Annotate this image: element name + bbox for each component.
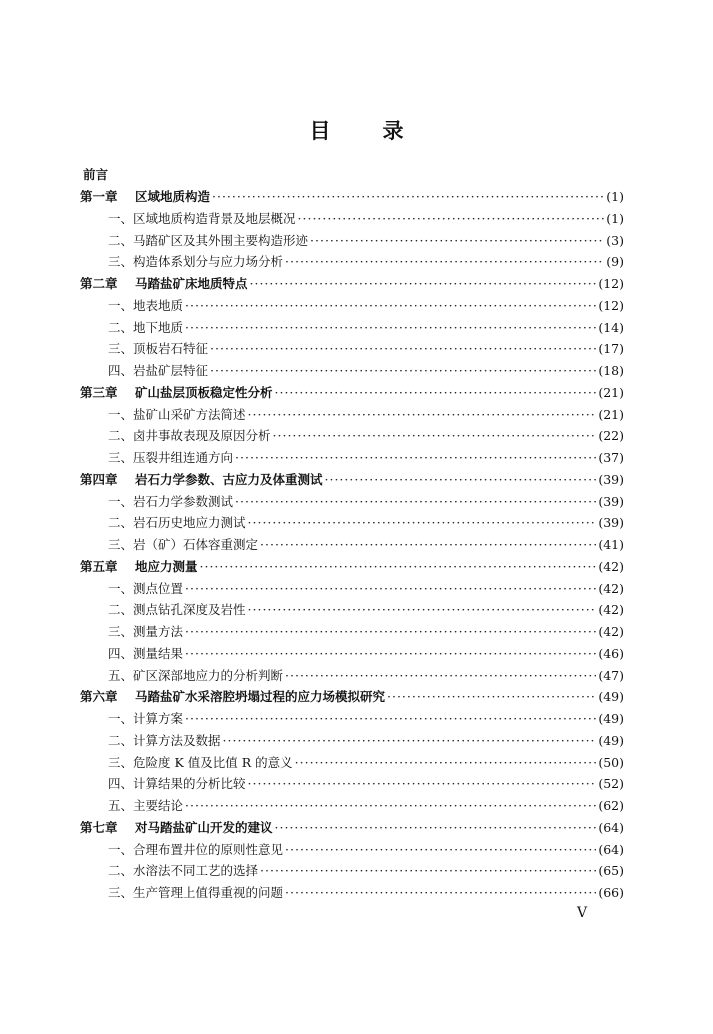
toc-dot-leader: [210, 338, 596, 360]
toc-entry-label: [80, 491, 233, 513]
table-of-contents: [80, 186, 624, 904]
toc-page-number: (66): [598, 885, 624, 900]
toc-section-title: 测量结果: [133, 645, 184, 661]
toc-dot-leader: [248, 404, 597, 426]
toc-section-number: 一、: [108, 297, 134, 313]
toc-entry-label: [80, 512, 246, 534]
toc-chapter-title: 区域地质构造: [135, 189, 211, 204]
toc-entry-label: [80, 578, 183, 600]
toc-section-number: 二、: [108, 428, 134, 444]
toc-chapter-row: [80, 273, 624, 295]
toc-section-title: 测点钻孔深度及岩性: [133, 602, 246, 618]
toc-entry-label: [80, 469, 323, 491]
toc-dot-leader: [248, 599, 597, 621]
toc-section-title: 矿区深部地应力的分析判断: [133, 667, 284, 683]
toc-page-number: (42): [598, 558, 624, 574]
toc-page-number: (47): [598, 667, 624, 683]
toc-section-title: 地下地质: [133, 319, 184, 335]
toc-chapter-title: 马踏盐矿床地质特点: [135, 276, 248, 291]
toc-dot-leader: [325, 469, 597, 491]
toc-entry-label: [80, 773, 246, 795]
toc-section-title: 岩盐矿层特征: [133, 363, 209, 378]
toc-section-title: 生产管理上值得重视的问题: [133, 885, 284, 900]
toc-section-title: 马踏矿区及其外围主要构造形迹: [133, 232, 309, 248]
toc-entry-label: [80, 425, 271, 447]
toc-section-row: [80, 599, 624, 621]
toc-section-number: 一、: [108, 580, 134, 596]
toc-chapter-number: 第一章: [80, 189, 118, 204]
toc-page-number: (17): [598, 341, 624, 357]
toc-section-row: [80, 295, 624, 317]
toc-entry-label: [80, 752, 293, 774]
toc-section-row: [80, 208, 624, 230]
toc-section-row: [80, 534, 624, 556]
toc-dot-leader: [200, 556, 597, 578]
toc-dot-leader: [235, 491, 596, 513]
toc-section-row: [80, 773, 624, 795]
toc-page-number: (21): [598, 384, 624, 400]
toc-page-number: (22): [598, 428, 624, 444]
toc-page-number: (41): [598, 537, 624, 552]
toc-section-title: 地表地质: [133, 297, 184, 313]
toc-section-number: 二、: [108, 515, 134, 531]
toc-section-title: 区域地质构造背景及地层概况: [133, 210, 296, 226]
toc-dot-leader: [185, 317, 596, 339]
toc-section-number: 一、: [108, 210, 134, 226]
toc-entry-label: [80, 599, 246, 621]
toc-page-number: (1): [606, 210, 624, 226]
toc-page-number: (42): [598, 602, 624, 618]
toc-section-number: 四、: [108, 363, 134, 378]
toc-entry-label: [80, 208, 296, 230]
toc-section-row: [80, 512, 624, 534]
toc-section-row: [80, 643, 624, 665]
toc-chapter-title: 岩石力学参数、古应力及体重测试: [135, 471, 323, 487]
toc-entry-label: [80, 186, 210, 208]
toc-section-number: 三、: [108, 341, 134, 357]
toc-page-number: (64): [598, 819, 624, 835]
toc-page-number: (39): [598, 515, 624, 531]
toc-section-row: [80, 708, 624, 730]
toc-section-row: [80, 665, 624, 687]
toc-chapter-title: 矿山盐层顶板稳定性分析: [135, 384, 273, 400]
toc-section-title: 盐矿山采矿方法简述: [133, 406, 246, 422]
toc-page-number: (49): [598, 689, 624, 705]
toc-dot-leader: [185, 708, 596, 730]
toc-page-number: (46): [598, 645, 624, 661]
toc-dot-leader: [387, 686, 596, 708]
toc-section-title: 测点位置: [133, 580, 184, 596]
toc-page-number: (62): [598, 798, 624, 813]
toc-entry-label: [80, 534, 258, 556]
toc-section-row: [80, 338, 624, 360]
toc-section-number: 一、: [108, 406, 134, 422]
page-title: [0, 115, 713, 145]
toc-chapter-number: 第二章: [80, 276, 118, 291]
toc-section-row: [80, 795, 624, 817]
toc-dot-leader: [273, 425, 597, 447]
toc-dot-leader: [248, 773, 597, 795]
toc-page-number: (9): [606, 254, 624, 270]
toc-section-title: 主要结论: [133, 798, 184, 813]
toc-entry-label: [80, 382, 273, 404]
toc-section-title: 岩石力学参数测试: [133, 493, 234, 509]
toc-section-row: [80, 425, 624, 447]
toc-page-number: (14): [598, 319, 624, 335]
toc-entry-label: [80, 730, 221, 752]
toc-dot-leader: [295, 752, 597, 774]
toc-section-title: 计算方法及数据: [133, 732, 221, 748]
toc-entry-label: [80, 447, 233, 469]
toc-entry-label: [80, 556, 198, 578]
toc-section-number: 一、: [108, 841, 134, 857]
toc-page-number: (1): [606, 189, 624, 204]
page-folio: V: [577, 905, 588, 921]
toc-dot-leader: [185, 295, 596, 317]
toc-section-title: 合理布置井位的原则性意见: [133, 841, 284, 857]
toc-entry-label: [80, 295, 183, 317]
toc-entry-label: [80, 665, 283, 687]
toc-page-number: (39): [598, 471, 624, 487]
toc-dot-leader: [260, 860, 596, 882]
toc-page-number: (52): [598, 776, 624, 792]
toc-section-number: 二、: [108, 732, 134, 748]
toc-section-title: 岩（矿）石体容重测定: [133, 537, 259, 552]
toc-section-number: 三、: [108, 537, 134, 552]
toc-dot-leader: [285, 882, 596, 904]
toc-chapter-title: 地应力测量: [135, 558, 198, 574]
toc-chapter-row: [80, 817, 624, 839]
toc-dot-leader: [310, 230, 604, 252]
toc-section-title: 卤井事故表现及原因分析: [133, 428, 271, 444]
toc-section-row: [80, 317, 624, 339]
toc-page-number: (42): [598, 580, 624, 596]
toc-section-row: [80, 860, 624, 882]
toc-dot-leader: [285, 665, 596, 687]
toc-page-number: (42): [598, 624, 624, 639]
toc-chapter-row: [80, 186, 624, 208]
toc-entry-label: [80, 817, 273, 839]
toc-entry-label: [80, 795, 183, 817]
toc-entry-label: [80, 686, 385, 708]
toc-dot-leader: [223, 730, 597, 752]
toc-chapter-number: 第七章: [80, 819, 118, 835]
toc-page-number: (50): [598, 754, 624, 770]
toc-dot-leader: [250, 273, 597, 295]
toc-section-number: 二、: [108, 232, 134, 248]
toc-section-number: 三、: [108, 624, 134, 639]
toc-section-number: 三、: [108, 754, 134, 770]
toc-section-row: [80, 882, 624, 904]
toc-dot-leader: [285, 251, 604, 273]
toc-page-number: (12): [598, 276, 624, 291]
toc-chapter-row: [80, 382, 624, 404]
toc-entry-label: [80, 404, 246, 426]
toc-chapter-number: 第六章: [80, 689, 118, 705]
toc-page-number: (18): [598, 363, 624, 378]
toc-section-number: 一、: [108, 493, 134, 509]
toc-section-number: 三、: [108, 450, 134, 465]
toc-section-title: 危险度 K 值及比值 R 的意义: [133, 754, 293, 770]
toc-dot-leader: [212, 186, 604, 208]
toc-section-row: [80, 447, 624, 469]
toc-dot-leader: [185, 621, 596, 643]
toc-dot-leader: [275, 817, 597, 839]
toc-page-number: (37): [598, 450, 624, 465]
toc-dot-leader: [235, 447, 596, 469]
toc-chapter-row: [80, 686, 624, 708]
toc-page-number: (64): [598, 841, 624, 857]
toc-section-number: 五、: [108, 667, 134, 683]
toc-section-number: 二、: [108, 319, 134, 335]
toc-section-number: 二、: [108, 863, 134, 879]
toc-entry-label: [80, 317, 183, 339]
toc-dot-leader: [298, 208, 605, 230]
title-char-1: 目: [309, 119, 331, 143]
toc-page-number: (12): [598, 297, 624, 313]
toc-section-row: [80, 839, 624, 861]
toc-chapter-row: [80, 469, 624, 491]
toc-section-number: 四、: [108, 776, 134, 792]
toc-section-number: 四、: [108, 645, 134, 661]
toc-section-number: 三、: [108, 885, 134, 900]
toc-dot-leader: [210, 360, 596, 382]
toc-section-title: 计算结果的分析比较: [133, 776, 246, 792]
toc-entry-label: [80, 882, 283, 904]
toc-section-title: 岩石历史地应力测试: [133, 515, 246, 531]
toc-section-title: 构造体系划分与应力场分析: [133, 254, 284, 270]
toc-dot-leader: [185, 643, 596, 665]
toc-chapter-title: 马踏盐矿水采溶腔坍塌过程的应力场模拟研究: [135, 689, 386, 705]
toc-section-title: 水溶法不同工艺的选择: [133, 863, 259, 879]
toc-section-row: [80, 752, 624, 774]
toc-entry-label: [80, 860, 258, 882]
toc-entry-label: [80, 643, 183, 665]
toc-dot-leader: [185, 795, 596, 817]
toc-section-title: 压裂井组连通方向: [133, 450, 234, 465]
toc-page-number: (39): [598, 493, 624, 509]
toc-page-number: (65): [598, 863, 624, 879]
toc-entry-label: [80, 839, 283, 861]
toc-section-row: [80, 230, 624, 252]
toc-chapter-title: 对马踏盐矿山开发的建议: [135, 819, 273, 835]
toc-page-number: (49): [598, 732, 624, 748]
toc-section-row: [80, 360, 624, 382]
toc-section-number: 一、: [108, 711, 134, 726]
toc-entry-label: [80, 360, 208, 382]
toc-section-number: 三、: [108, 254, 134, 270]
toc-entry-label: [80, 251, 283, 273]
toc-section-title: 测量方法: [133, 624, 184, 639]
toc-section-title: 计算方案: [133, 711, 184, 726]
toc-dot-leader: [260, 534, 596, 556]
title-char-2: 录: [382, 119, 404, 143]
toc-section-number: 五、: [108, 798, 134, 813]
toc-section-title: 顶板岩石特征: [133, 341, 209, 357]
toc-section-row: [80, 621, 624, 643]
toc-page-number: (3): [606, 232, 624, 248]
toc-section-row: [80, 404, 624, 426]
toc-entry-label: [80, 230, 308, 252]
toc-section-row: [80, 251, 624, 273]
toc-chapter-number: 第四章: [80, 471, 118, 487]
toc-section-number: 二、: [108, 602, 134, 618]
toc-chapter-row: [80, 556, 624, 578]
toc-section-row: [80, 578, 624, 600]
toc-dot-leader: [275, 382, 597, 404]
toc-entry-label: [80, 338, 208, 360]
toc-entry-label: [80, 273, 248, 295]
preface-heading: 前言: [83, 167, 109, 182]
toc-section-row: [80, 730, 624, 752]
toc-page-number: (21): [598, 406, 624, 422]
toc-page-number: (49): [598, 711, 624, 726]
toc-section-row: [80, 491, 624, 513]
toc-chapter-number: 第五章: [80, 558, 118, 574]
toc-chapter-number: 第三章: [80, 384, 118, 400]
toc-dot-leader: [185, 578, 596, 600]
toc-dot-leader: [248, 512, 597, 534]
toc-entry-label: [80, 621, 183, 643]
toc-dot-leader: [285, 839, 596, 861]
toc-entry-label: [80, 708, 183, 730]
